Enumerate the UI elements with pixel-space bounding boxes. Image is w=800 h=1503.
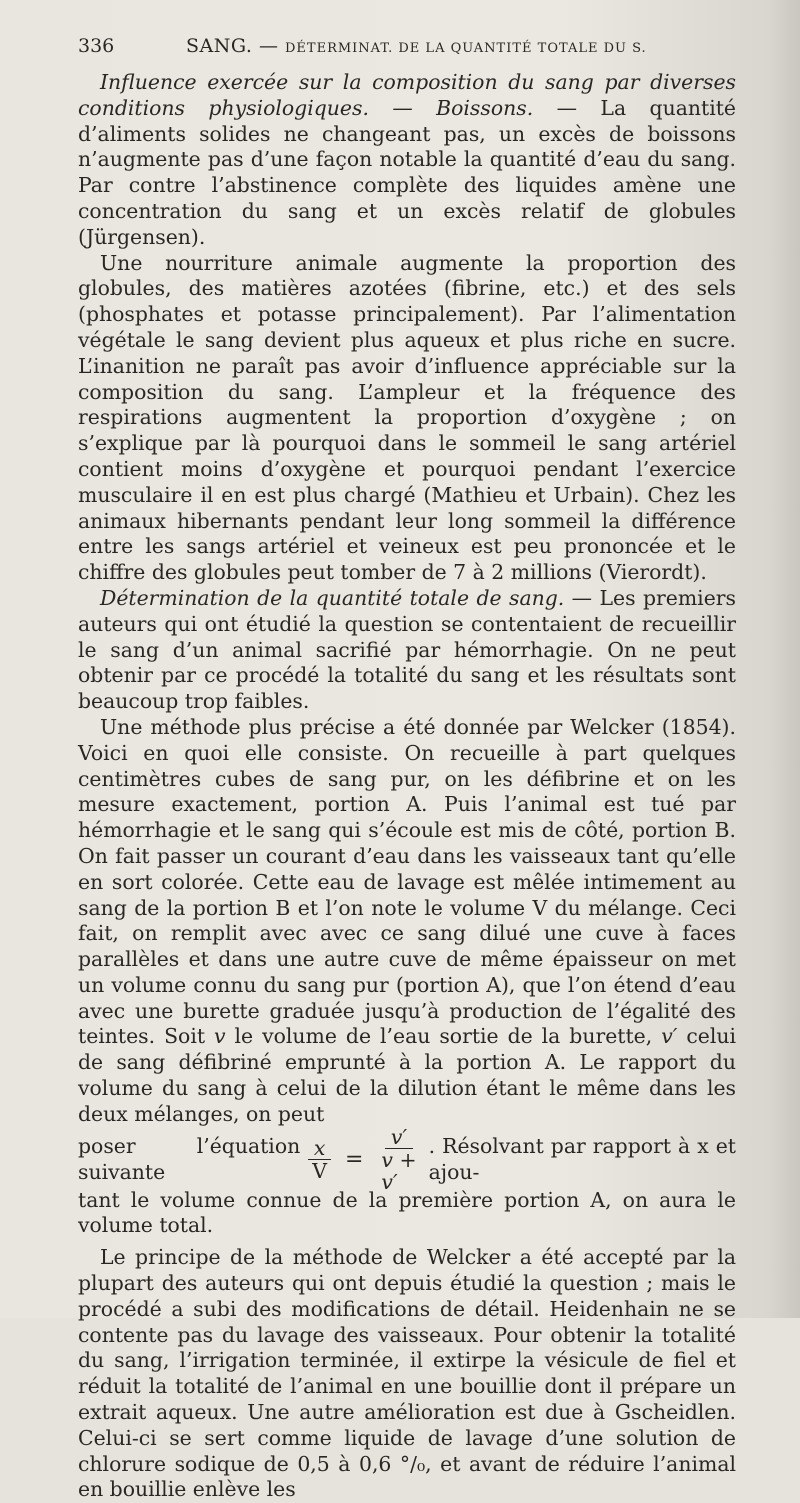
paragraph-welcker [78,715,736,1128]
paragraph-text: Le principe de la méthode de Welcker a été accepté par la plupart des auteurs qui ont depuis étudié la question ; mais le procédé a subi des modifications de détail. Heidenhain ne se contente pas du lavage des vaisseaux. Pour obtenir la totalité du sang, l’irrigation terminée, il extirpe la vésicule de fiel et réduit la totalité de l’animal en une bouillie dont il prépare un extrait aqueux. Une autre amélioration est due à Gscheidlen. Celui-ci se sert comme liquide de lavage d’une solution de chlorure sodique de 0,5 à 0,6 °/₀, et avant de réduire l’animal en bouillie enlève les [78,1245,736,1502]
running-title-sub: DÉTERMINAT. DE LA QUANTITÉ TOTALE DU S. [285,41,647,56]
paragraph-welcker-end [78,1188,736,1240]
fraction-rhs-denominator: v + v′ [381,1148,417,1195]
page-body [78,70,736,1503]
running-title [186,34,647,61]
paragraph-nourriture [78,251,736,586]
fraction-rhs [375,1126,422,1193]
paragraph-determination [78,586,736,715]
paragraph-principe [78,1245,736,1503]
equation-line [78,1125,736,1195]
variable-v: v [214,1024,226,1049]
equals-sign: = [344,1146,364,1172]
fraction-lhs [306,1137,333,1182]
paragraph-influence [78,70,736,251]
section-heading-determination: Détermination de la quantité totale de sang. [100,585,565,610]
paragraph-text: — La quantité d’aliments solides ne changeant pas, un excès de boissons n’augmente pas d’une façon notable la quantité d’eau du sang. Par contre l’abstinence complète des liquides amène une concentration du sang et un excès relatif de globules (Jürgensen). [78,95,736,249]
paragraph-text: Une méthode plus précise a été donnée par Welcker (1854). Voici en quoi elle consiste. On recueille à part quelques centimètres cubes de sang pur, on les défibrine et on les mesure exactement, portion A. Puis l’animal est tué par hémorrhagie et le sang qui s’écoule est mis de côté, portion B. On fait passer un courant d’eau dans les vaisseaux tant qu’elle en sort colorée. Cette eau de lavage est mêlée intimement au sang de la portion B et l’on note le volume V du mélange. Ceci fait, on remplit avec avec ce sang dilué une cuve à faces parallèles et dans une autre cuve de même épaisseur on met un volume connu du sang pur (portion A), que l’on étend d’eau avec une burette graduée jusqu’à production de l’égalité des teintes. Soit [78,714,736,1049]
fraction-lhs-numerator: x [308,1137,332,1160]
page-number: 336 [78,35,115,57]
equation-lead: poser l’équation suivante [78,1133,301,1184]
paragraph-text: celui de sang défibriné emprunté à la portion A. Le rapport du volume du sang à celui de la dilution étant le même dans les deux mélanges, on peut [78,1024,737,1126]
running-title-main: SANG. — [186,35,279,57]
paragraph-text: le volume de l’eau sortie de la burette, [225,1024,662,1049]
paragraph-text: Une nourriture animale augmente la proportion des globules, des matières azotées (fibrine, etc.) et des sels (phosphates et potasse principalement). Par l’alimentation végétale le sang devient plus aqueux et plus riche en sucre. L’inanition ne paraît pas avoir d’influence appréciable sur la composition du sang. L’ampleur et la fréquence des respirations augmentent la proportion d’oxygène ; on s’explique par là pourquoi dans le sommeil le sang artériel contient moins d’oxygène et pourquoi pendant l’exercice musculaire il en est plus chargé (Mathieu et Urbain). Chez les animaux hibernants pendant leur long sommeil la différence entre les sangs artériel et veineux est peu prononcée et le chiffre des globules peut tomber de 7 à 2 millions (Vierordt). [78,250,736,585]
fraction-lhs-denominator: V [312,1159,327,1184]
paragraph-text: tant le volume connue de la première portion A, on aura le volume total. [78,1187,736,1238]
fraction-rhs-numerator: v′ [385,1126,413,1149]
section-heading-influence: Influence exercée sur la composition du sang par diverses conditions physiologiques. — Boissons. [78,70,736,120]
equation-trail: . Résolvant par rapport à x et ajou- [428,1133,736,1184]
paragraph-text: — Les premiers auteurs qui ont étudié la question se contentaient de recueillir le sang d’un animal sacrifié par hémorrhagie. On ne peut obtenir par ce procédé la totalité du sang et les résultats sont beaucoup trop faibles. [78,585,736,714]
variable-v-prime: v′ [661,1024,678,1049]
equation [300,1126,428,1193]
